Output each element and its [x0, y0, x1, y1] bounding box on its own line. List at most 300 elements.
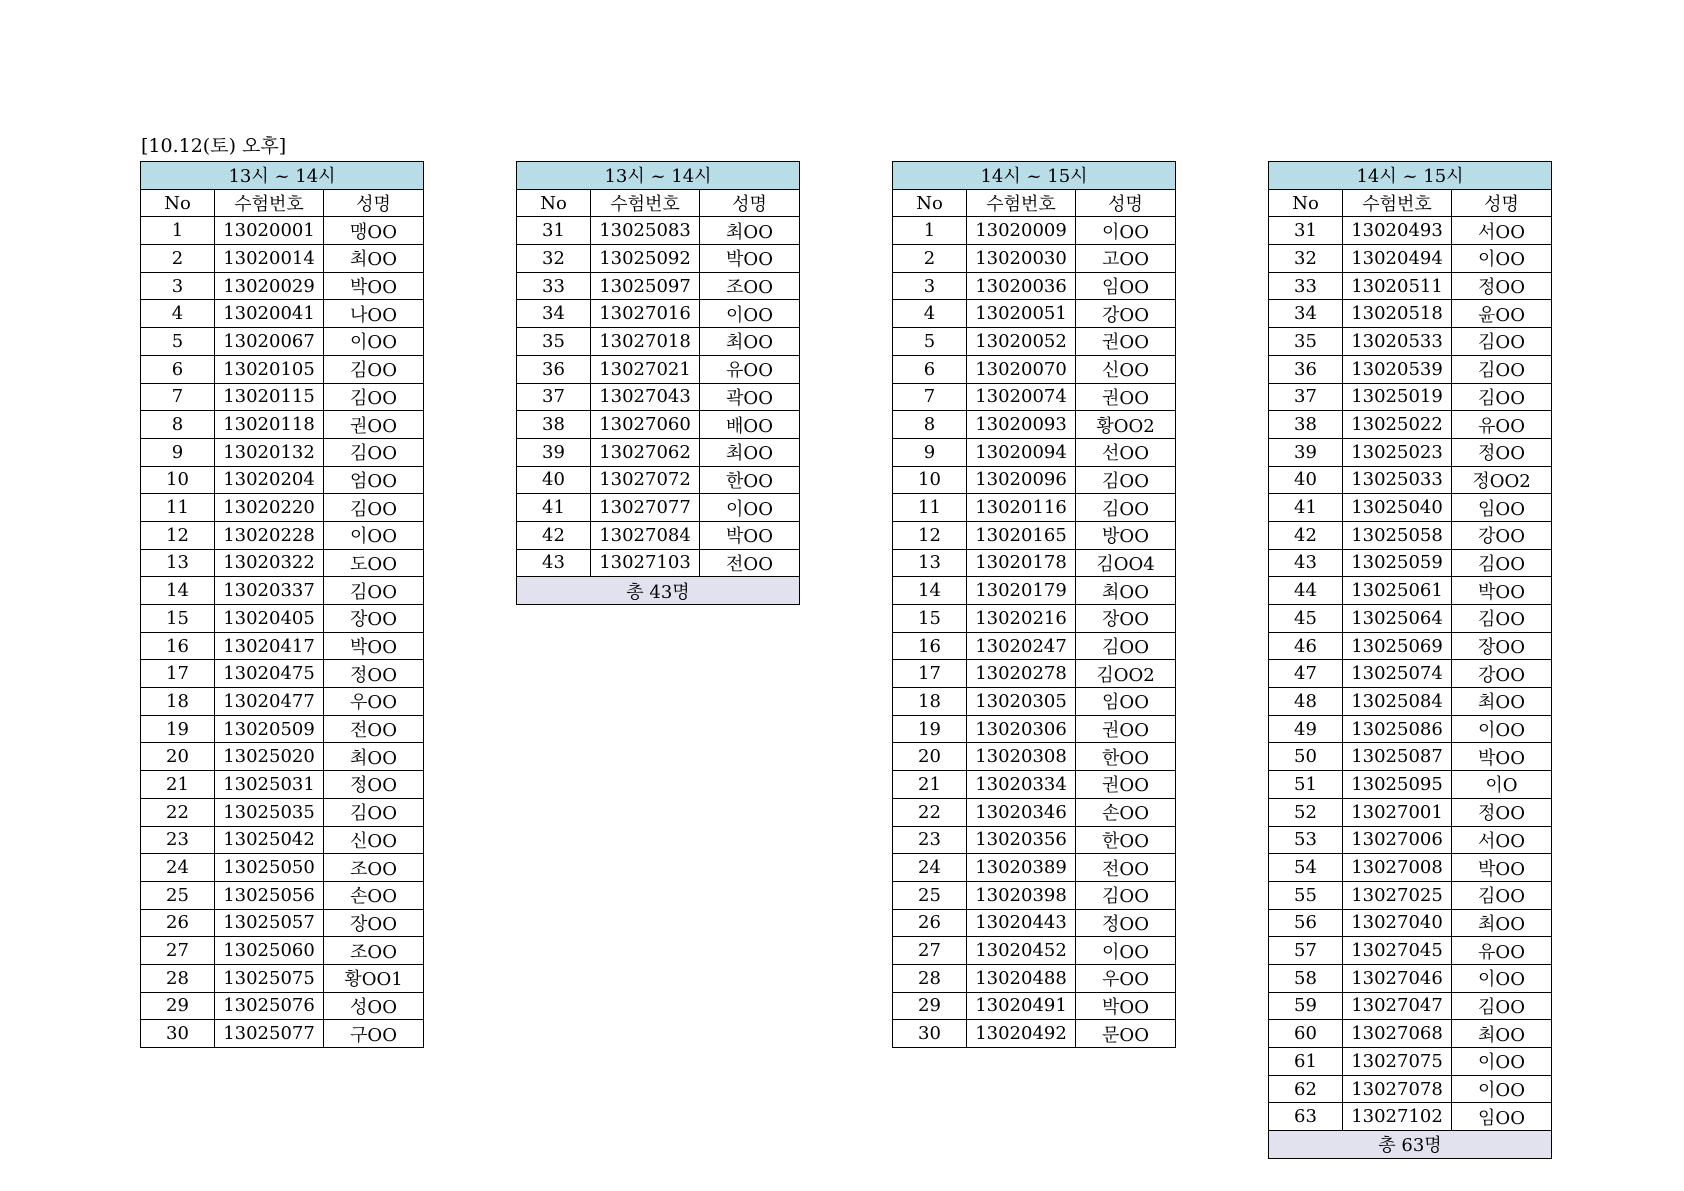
table-row [893, 411, 1176, 439]
table-row [1269, 964, 1552, 992]
table-row [1269, 909, 1552, 937]
row-name: 이OO [1452, 715, 1552, 743]
row-no: 1 [141, 217, 215, 245]
table-row [893, 743, 1176, 771]
row-exam-no: 13027021 [591, 355, 700, 383]
row-name: 곽OO [700, 383, 800, 411]
table-row [141, 411, 424, 439]
row-exam-no: 13027078 [1343, 1075, 1452, 1103]
row-no: 6 [141, 355, 215, 383]
row-exam-no: 13025020 [215, 743, 324, 771]
table-row [141, 355, 424, 383]
row-exam-no: 13025050 [215, 854, 324, 882]
row-name: 박OO [700, 245, 800, 273]
row-no: 8 [141, 411, 215, 439]
table-row [893, 826, 1176, 854]
table-row [893, 521, 1176, 549]
table-row [141, 881, 424, 909]
row-exam-no: 13027040 [1343, 909, 1452, 937]
row-exam-no: 13027006 [1343, 826, 1452, 854]
row-exam-no: 13020009 [967, 217, 1076, 245]
row-exam-no: 13025095 [1343, 771, 1452, 799]
table-row [141, 605, 424, 633]
row-no: 28 [893, 964, 967, 992]
column-header-name: 성명 [324, 189, 424, 217]
table-row [893, 300, 1176, 328]
row-exam-no: 13020247 [967, 632, 1076, 660]
row-name: 황OO2 [1076, 411, 1176, 439]
row-exam-no: 13025033 [1343, 466, 1452, 494]
row-exam-no: 13020220 [215, 494, 324, 522]
row-name: 신OO [1076, 355, 1176, 383]
row-no: 24 [893, 854, 967, 882]
row-exam-no: 13020475 [215, 660, 324, 688]
row-name: 이OO [1452, 1048, 1552, 1076]
table-row [893, 909, 1176, 937]
row-no: 13 [141, 549, 215, 577]
row-name: 박OO [1452, 854, 1552, 882]
row-no: 27 [141, 937, 215, 965]
row-exam-no: 13025077 [215, 1020, 324, 1048]
row-no: 52 [1269, 798, 1343, 826]
row-no: 56 [1269, 909, 1343, 937]
table-row [1269, 577, 1552, 605]
table-row [893, 577, 1176, 605]
table-row [893, 937, 1176, 965]
row-exam-no: 13027018 [591, 328, 700, 356]
table-row [893, 383, 1176, 411]
table-row [517, 438, 800, 466]
table-row [893, 272, 1176, 300]
row-name: 김OO4 [1076, 549, 1176, 577]
row-name: 장OO [324, 909, 424, 937]
column-header-row [141, 189, 424, 217]
table-row [141, 466, 424, 494]
table-row [893, 1020, 1176, 1048]
time-slot-header: 13시 ~ 14시 [517, 162, 800, 190]
row-no: 54 [1269, 854, 1343, 882]
row-no: 38 [517, 411, 591, 439]
row-exam-no: 13020308 [967, 743, 1076, 771]
row-no: 37 [517, 383, 591, 411]
table-row [141, 826, 424, 854]
table-row [1269, 715, 1552, 743]
row-no: 18 [141, 688, 215, 716]
row-exam-no: 13020405 [215, 605, 324, 633]
row-exam-no: 13020074 [967, 383, 1076, 411]
table-row [1269, 798, 1552, 826]
row-exam-no: 13027068 [1343, 1020, 1452, 1048]
row-name: 정OO [324, 660, 424, 688]
row-exam-no: 13020477 [215, 688, 324, 716]
row-no: 20 [141, 743, 215, 771]
row-exam-no: 13020179 [967, 577, 1076, 605]
table-row [1269, 605, 1552, 633]
table-row [517, 411, 800, 439]
table-row [141, 909, 424, 937]
row-no: 33 [1269, 272, 1343, 300]
row-no: 10 [141, 466, 215, 494]
table-row [893, 438, 1176, 466]
table-row [1269, 245, 1552, 273]
table-row [517, 355, 800, 383]
row-name: 최OO [1452, 1020, 1552, 1048]
row-name: 강OO [1452, 660, 1552, 688]
row-name: 박OO [1452, 577, 1552, 605]
row-no: 51 [1269, 771, 1343, 799]
row-name: 유OO [1452, 937, 1552, 965]
row-name: 이OO [700, 494, 800, 522]
row-exam-no: 13025087 [1343, 743, 1452, 771]
time-slot-header: 13시 ~ 14시 [141, 162, 424, 190]
row-exam-no: 13025069 [1343, 632, 1452, 660]
roster-table-3 [892, 161, 1176, 1048]
row-exam-no: 13027077 [591, 494, 700, 522]
row-exam-no: 13025040 [1343, 494, 1452, 522]
table-row [141, 937, 424, 965]
row-name: 김OO [1076, 632, 1176, 660]
row-name: 배OO [700, 411, 800, 439]
table-row [893, 245, 1176, 273]
row-name: 김OO [324, 355, 424, 383]
total-row [1269, 1131, 1552, 1159]
row-exam-no: 13025086 [1343, 715, 1452, 743]
table-row [1269, 854, 1552, 882]
row-no: 57 [1269, 937, 1343, 965]
table-row [1269, 881, 1552, 909]
time-slot-header: 14시 ~ 15시 [893, 162, 1176, 190]
row-no: 39 [517, 438, 591, 466]
table-row [1269, 383, 1552, 411]
row-no: 9 [893, 438, 967, 466]
row-exam-no: 13020067 [215, 328, 324, 356]
row-no: 62 [1269, 1075, 1343, 1103]
row-no: 37 [1269, 383, 1343, 411]
column-header-exam-no: 수험번호 [1343, 189, 1452, 217]
row-no: 48 [1269, 688, 1343, 716]
row-no: 60 [1269, 1020, 1343, 1048]
row-exam-no: 13025022 [1343, 411, 1452, 439]
row-no: 35 [517, 328, 591, 356]
table-row [141, 383, 424, 411]
column-header-name: 성명 [1076, 189, 1176, 217]
row-no: 6 [893, 355, 967, 383]
row-exam-no: 13025074 [1343, 660, 1452, 688]
row-exam-no: 13027102 [1343, 1103, 1452, 1131]
row-no: 61 [1269, 1048, 1343, 1076]
row-name: 박OO [1452, 743, 1552, 771]
row-no: 30 [893, 1020, 967, 1048]
row-name: 최OO [324, 743, 424, 771]
row-no: 36 [517, 355, 591, 383]
table-row [893, 355, 1176, 383]
row-no: 7 [893, 383, 967, 411]
row-no: 26 [893, 909, 967, 937]
row-exam-no: 13020093 [967, 411, 1076, 439]
row-exam-no: 13020118 [215, 411, 324, 439]
row-name: 이OO [700, 300, 800, 328]
table-row [1269, 300, 1552, 328]
row-no: 49 [1269, 715, 1343, 743]
row-name: 방OO [1076, 521, 1176, 549]
row-name: 김OO [1076, 881, 1176, 909]
row-name: 임OO [1452, 1103, 1552, 1131]
row-no: 11 [141, 494, 215, 522]
row-no: 41 [1269, 494, 1343, 522]
row-name: 한OO [1076, 743, 1176, 771]
table-row [517, 466, 800, 494]
table-row [141, 438, 424, 466]
row-exam-no: 13025023 [1343, 438, 1452, 466]
table-row [1269, 549, 1552, 577]
row-name: 최OO [1452, 909, 1552, 937]
row-no: 44 [1269, 577, 1343, 605]
row-no: 32 [517, 245, 591, 273]
row-name: 최OO [324, 245, 424, 273]
row-exam-no: 13025042 [215, 826, 324, 854]
row-no: 13 [893, 549, 967, 577]
total-count: 총 63명 [1269, 1131, 1552, 1159]
row-no: 33 [517, 272, 591, 300]
row-name: 최OO [700, 328, 800, 356]
row-no: 42 [517, 521, 591, 549]
row-exam-no: 13020539 [1343, 355, 1452, 383]
row-exam-no: 13020494 [1343, 245, 1452, 273]
row-exam-no: 13027046 [1343, 964, 1452, 992]
table-row [893, 328, 1176, 356]
row-no: 41 [517, 494, 591, 522]
row-no: 21 [141, 771, 215, 799]
row-exam-no: 13020306 [967, 715, 1076, 743]
row-exam-no: 13020070 [967, 355, 1076, 383]
time-slot-row [141, 162, 424, 190]
row-exam-no: 13020491 [967, 992, 1076, 1020]
table-row [141, 549, 424, 577]
row-exam-no: 13020051 [967, 300, 1076, 328]
row-no: 15 [893, 605, 967, 633]
row-exam-no: 13027045 [1343, 937, 1452, 965]
row-name: 우OO [324, 688, 424, 716]
row-name: 이OO [1076, 217, 1176, 245]
table-row [1269, 466, 1552, 494]
row-name: 손OO [324, 881, 424, 909]
row-name: 정OO [1452, 272, 1552, 300]
row-name: 구OO [324, 1020, 424, 1048]
row-name: 김OO [1452, 992, 1552, 1020]
table-row [141, 217, 424, 245]
table-row [517, 300, 800, 328]
row-name: 김OO [1076, 466, 1176, 494]
table-row [893, 632, 1176, 660]
table-row [893, 771, 1176, 799]
row-no: 16 [893, 632, 967, 660]
row-exam-no: 13025092 [591, 245, 700, 273]
row-name: 이OO [1076, 937, 1176, 965]
row-exam-no: 13020001 [215, 217, 324, 245]
row-exam-no: 13025019 [1343, 383, 1452, 411]
row-no: 46 [1269, 632, 1343, 660]
column-header-name: 성명 [700, 189, 800, 217]
row-no: 9 [141, 438, 215, 466]
row-name: 장OO [1076, 605, 1176, 633]
row-no: 3 [893, 272, 967, 300]
row-no: 42 [1269, 521, 1343, 549]
row-exam-no: 13020178 [967, 549, 1076, 577]
table-row [517, 245, 800, 273]
row-no: 40 [1269, 466, 1343, 494]
row-no: 20 [893, 743, 967, 771]
page-heading: [10.12(토) 오후] [141, 135, 287, 157]
row-name: 도OO [324, 549, 424, 577]
table-row [893, 964, 1176, 992]
row-name: 조OO [324, 854, 424, 882]
row-name: 김OO [1452, 549, 1552, 577]
row-exam-no: 13025056 [215, 881, 324, 909]
row-exam-no: 13020356 [967, 826, 1076, 854]
row-no: 28 [141, 964, 215, 992]
row-exam-no: 13020518 [1343, 300, 1452, 328]
row-name: 우OO [1076, 964, 1176, 992]
row-no: 15 [141, 605, 215, 633]
row-name: 선OO [1076, 438, 1176, 466]
table-row [141, 798, 424, 826]
row-name: 이OO [1452, 1075, 1552, 1103]
row-name: 이OO [1452, 245, 1552, 273]
row-exam-no: 13020492 [967, 1020, 1076, 1048]
row-no: 45 [1269, 605, 1343, 633]
table-row [893, 688, 1176, 716]
table-row [893, 854, 1176, 882]
row-name: 엄OO [324, 466, 424, 494]
table-row [1269, 411, 1552, 439]
table-row [1269, 1103, 1552, 1131]
row-exam-no: 13020228 [215, 521, 324, 549]
row-exam-no: 13020346 [967, 798, 1076, 826]
row-name: 박OO [1076, 992, 1176, 1020]
table-row [517, 494, 800, 522]
row-exam-no: 13027043 [591, 383, 700, 411]
row-name: 정OO [1452, 438, 1552, 466]
row-no: 17 [141, 660, 215, 688]
row-name: 강OO [1452, 521, 1552, 549]
row-no: 53 [1269, 826, 1343, 854]
row-no: 19 [893, 715, 967, 743]
row-name: 최OO [1452, 688, 1552, 716]
row-exam-no: 13027016 [591, 300, 700, 328]
row-no: 16 [141, 632, 215, 660]
row-no: 12 [141, 521, 215, 549]
row-no: 31 [517, 217, 591, 245]
table-row [1269, 1075, 1552, 1103]
table-row [517, 217, 800, 245]
row-exam-no: 13020030 [967, 245, 1076, 273]
table-row [141, 272, 424, 300]
row-name: 최OO [700, 217, 800, 245]
row-name: 정OO [324, 771, 424, 799]
table-row [141, 688, 424, 716]
row-name: 황OO1 [324, 964, 424, 992]
row-no: 22 [141, 798, 215, 826]
row-name: 손OO [1076, 798, 1176, 826]
row-name: 조OO [700, 272, 800, 300]
table-row [1269, 992, 1552, 1020]
row-exam-no: 13020116 [967, 494, 1076, 522]
row-exam-no: 13020052 [967, 328, 1076, 356]
column-header-row [893, 189, 1176, 217]
row-exam-no: 13020036 [967, 272, 1076, 300]
column-header-no: No [141, 189, 215, 217]
table-row [141, 1020, 424, 1048]
time-slot-row [517, 162, 800, 190]
row-name: 박OO [700, 521, 800, 549]
table-row [141, 328, 424, 356]
row-no: 14 [893, 577, 967, 605]
row-name: 최OO [1076, 577, 1176, 605]
table-row [517, 328, 800, 356]
row-name: 권OO [1076, 715, 1176, 743]
row-name: 박OO [324, 272, 424, 300]
row-name: 전OO [324, 715, 424, 743]
row-name: 김OO [1452, 881, 1552, 909]
table-row [1269, 521, 1552, 549]
row-exam-no: 13020417 [215, 632, 324, 660]
row-name: 나OO [324, 300, 424, 328]
row-no: 32 [1269, 245, 1343, 273]
row-exam-no: 13020132 [215, 438, 324, 466]
row-no: 3 [141, 272, 215, 300]
table-row [1269, 743, 1552, 771]
row-exam-no: 13025083 [591, 217, 700, 245]
row-exam-no: 13020278 [967, 660, 1076, 688]
table-row [141, 300, 424, 328]
row-exam-no: 13027008 [1343, 854, 1452, 882]
row-name: 김OO [324, 798, 424, 826]
table-row [141, 245, 424, 273]
row-no: 25 [141, 881, 215, 909]
row-exam-no: 13020216 [967, 605, 1076, 633]
row-name: 김OO [324, 383, 424, 411]
row-no: 58 [1269, 964, 1343, 992]
row-name: 한OO [700, 466, 800, 494]
table-row [517, 272, 800, 300]
row-name: 성OO [324, 992, 424, 1020]
table-row [141, 660, 424, 688]
row-name: 유OO [700, 355, 800, 383]
table-row [141, 494, 424, 522]
row-exam-no: 13025057 [215, 909, 324, 937]
table-row [893, 881, 1176, 909]
row-exam-no: 13025064 [1343, 605, 1452, 633]
table-row [141, 964, 424, 992]
table-row [1269, 688, 1552, 716]
row-name: 권OO [1076, 383, 1176, 411]
row-name: 정OO2 [1452, 466, 1552, 494]
row-exam-no: 13025076 [215, 992, 324, 1020]
row-exam-no: 13027072 [591, 466, 700, 494]
row-no: 29 [893, 992, 967, 1020]
table-row [893, 715, 1176, 743]
column-header-exam-no: 수험번호 [591, 189, 700, 217]
row-name: 임OO [1076, 272, 1176, 300]
row-no: 17 [893, 660, 967, 688]
row-name: 김OO2 [1076, 660, 1176, 688]
row-exam-no: 13027001 [1343, 798, 1452, 826]
row-no: 36 [1269, 355, 1343, 383]
table-row [1269, 217, 1552, 245]
row-name: 정OO [1452, 798, 1552, 826]
row-no: 4 [141, 300, 215, 328]
row-no: 14 [141, 577, 215, 605]
